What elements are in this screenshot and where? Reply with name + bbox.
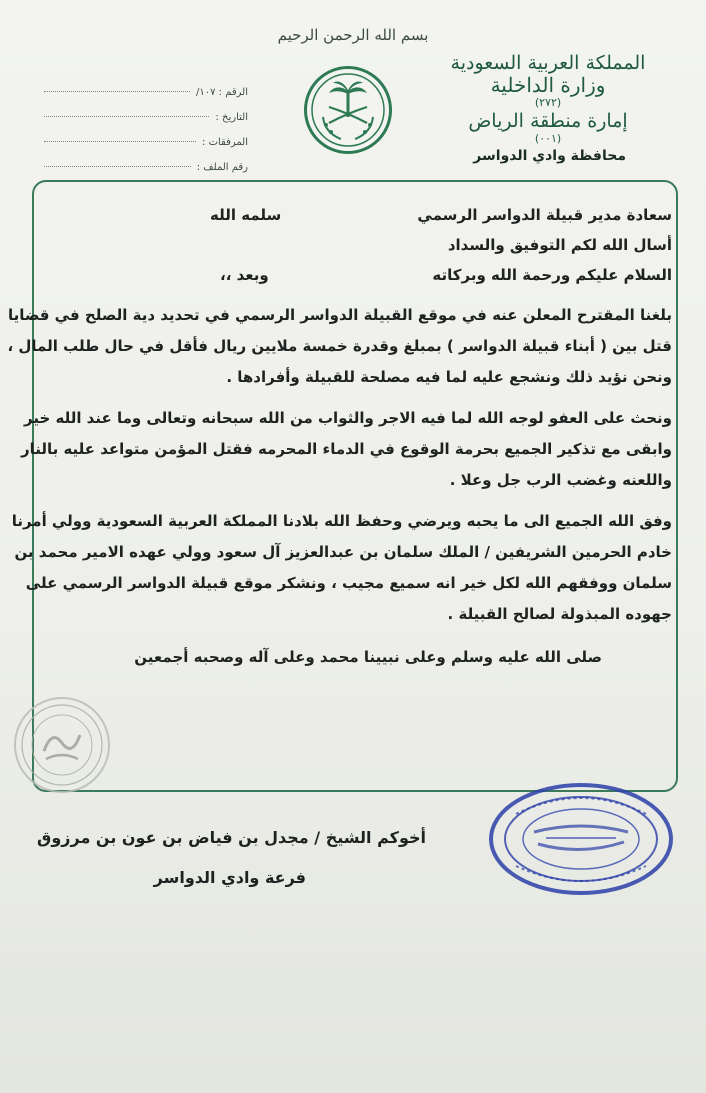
attachments-field	[38, 130, 248, 155]
paragraph-line: وفق الله الجميع الى ما يحبه ويرضي وحفظ الله بلادنا المملكة العربية السعودية وولي أمرنا	[11, 512, 672, 530]
basmala-heading: بسم الله الرحمن الرحيم	[277, 26, 429, 44]
paragraph-3	[11, 506, 672, 630]
paragraph-line: بلغنا المقترح المعلن عنه في موقع القبيلة الدواسر الرسمي في تحديد دية الصلح في قضايا	[7, 306, 672, 324]
region-title: إمارة منطقة الرياض	[468, 110, 628, 132]
paragraph-line: ونحن نؤيد ذلك ونشجع عليه لما فيه مصلحة للقبيلة وأفرادها .	[226, 368, 672, 386]
dotted-line	[44, 166, 191, 167]
reference-fields	[38, 80, 248, 180]
closing-prayer: صلى الله عليه وسلم وعلى نبيينا محمد وعلى آله وصحبه أجمعين	[134, 648, 602, 666]
date-label: التاريخ :	[215, 112, 248, 123]
paragraph-line: قتل بين ( أبناء قبيلة الدواسر ) بمبلغ وقدرة خمسة ملايين ريال فأقل في حال طلب المال ،	[7, 337, 672, 355]
reference-number-field	[38, 80, 248, 105]
kingdom-title: المملكة العربية السعودية	[450, 52, 646, 74]
after-greeting: وبعد ،،	[220, 266, 269, 284]
addressee-line	[30, 200, 672, 230]
addressee: سعادة مدير قبيلة الدواسر الرسمي	[417, 206, 672, 224]
paragraph-line: ونحث على العفو لوجه الله لما فيه الاجر والثواب من الله سبحانه وتعالى وما عند الله خير	[23, 409, 672, 427]
paragraph-line: وابقى مع تذكير الجميع بحرمة الوقوع في الدماء المحرمه فقتل المؤمن متواعد عليه بالنار	[20, 440, 672, 458]
paragraph-2	[20, 403, 672, 496]
greeting-line-2	[30, 260, 672, 290]
letterhead-ministry	[418, 52, 678, 164]
paragraph-line: جهوده المبذولة لصالح القبيلة .	[447, 605, 672, 623]
paragraph-1	[7, 300, 672, 393]
saudi-emblem-icon	[304, 66, 392, 154]
signatory-branch: فرعة وادي الدواسر	[153, 868, 306, 887]
file-number-label: رقم الملف :	[196, 162, 248, 173]
greeting-line-1: أسال الله لكم التوفيق والسداد	[447, 236, 672, 254]
official-seal-icon	[486, 780, 676, 898]
salutation: السلام عليكم ورحمة الله وبركاته	[432, 266, 672, 284]
attachments-label: المرفقات :	[202, 137, 248, 148]
ministry-title: وزارة الداخلية	[490, 73, 606, 97]
file-number-field	[38, 155, 248, 180]
letter-body	[7, 200, 672, 672]
addressee-blessing: سلمه الله	[210, 206, 282, 224]
paragraph-line: سلمان ووفقهم الله لكل خير انه سميع مجيب ، ونشكر موقع قبيلة الدواسر الرسمي على	[25, 574, 672, 592]
paragraph-line: واللعنه وغضب الرب جل وعلا .	[449, 471, 672, 489]
region-code: (٠٠١)	[534, 132, 562, 145]
reference-number-label: الرقم : ١٠٧/	[195, 87, 248, 98]
signature-block	[37, 818, 426, 898]
ministry-code: (٢٧٢)	[534, 96, 562, 109]
dotted-line	[44, 91, 190, 92]
date-field	[38, 105, 248, 130]
governorate-title: محافظة وادي الدواسر	[473, 148, 626, 164]
dotted-line	[44, 116, 209, 117]
signatory-name: أخوكم الشيخ / مجدل بن فياض بن عون بن مرزوق	[37, 828, 426, 847]
paragraph-line: خادم الحرمين الشريفين / الملك سلمان بن عبدالعزيز آل سعود وولي عهده الامير محمد بن	[14, 543, 672, 561]
dotted-line	[44, 141, 196, 142]
watermark-logo-icon	[14, 697, 110, 793]
